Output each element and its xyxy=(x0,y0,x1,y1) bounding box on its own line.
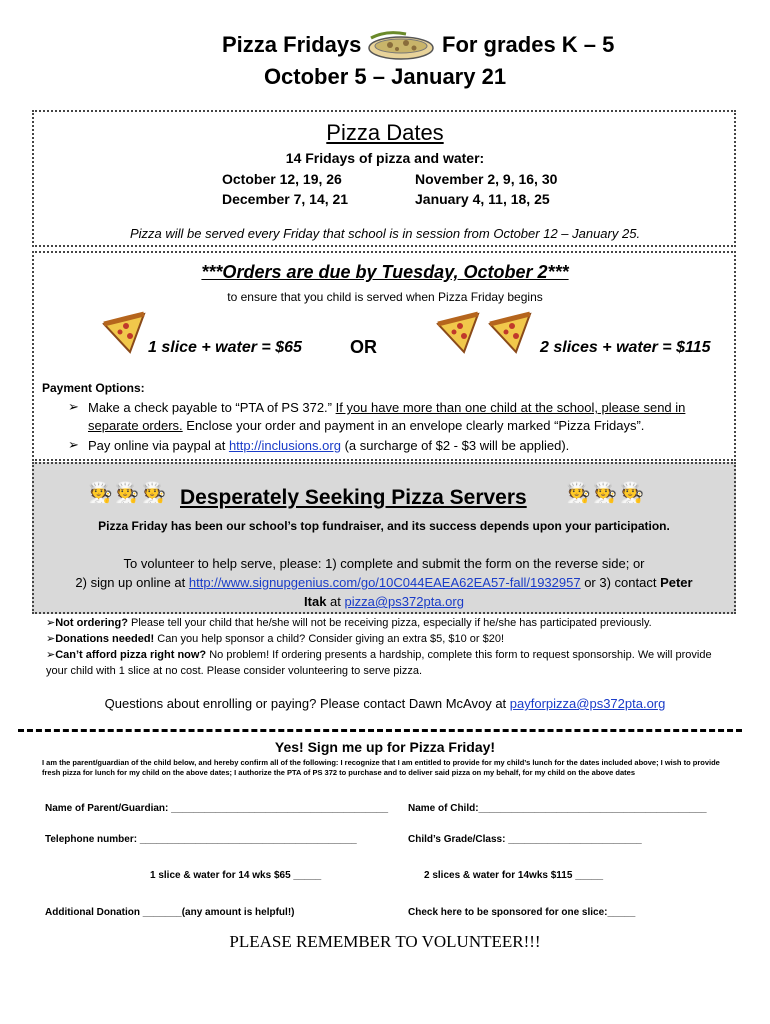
pizza-pie-icon xyxy=(366,28,436,64)
child-name-field[interactable]: Name of Child:_________________________________________ xyxy=(408,803,707,814)
form-heading: Yes! Sign me up for Pizza Friday! xyxy=(274,739,496,755)
paypal-text: Pay online via paypal at xyxy=(88,438,229,453)
grade-class-field[interactable]: Child’s Grade/Class: ________________________ xyxy=(408,834,642,845)
payforpizza-email-link[interactable]: payforpizza@ps372pta.org xyxy=(509,696,666,711)
not-ordering-text: Please tell your child that he/she will not be receiving pizza, especially if he/she has participated previously. xyxy=(127,617,652,629)
pizza-slice-icon xyxy=(486,310,534,354)
option-two-slices: 2 slices + water = $115 xyxy=(540,339,711,356)
volunteer-signup-text: 2) sign up online at xyxy=(75,575,189,590)
dates-november: November 2, 9, 16, 30 xyxy=(415,171,558,187)
envelope-note: Enclose your order and payment in an envelope clearly marked “Pizza Fridays”. xyxy=(182,418,645,433)
contact-text: or 3) contact xyxy=(580,575,661,590)
surcharge-text: (a surcharge of $2 - $3 will be applied). xyxy=(340,438,570,453)
signupgenius-link[interactable]: http://www.signupgenius.com/go/10C044EAEA62EA57-fall/1932957 xyxy=(188,575,581,590)
note-not-ordering: ➢Not ordering? Please tell your child that he/she will not be receiving pizza, especially if he/she has participated previously. xyxy=(46,617,652,629)
orders-due-sub: to ensure that you child is served when Pizza Friday begins xyxy=(227,290,543,304)
arrow-bullet-icon: ➢ xyxy=(68,437,79,452)
contact-email-link[interactable]: pizza@ps372pta.org xyxy=(344,594,464,609)
two-slices-option-field[interactable]: 2 slices & water for 14wks $115 _____ xyxy=(424,870,604,881)
servers-heading: Desperately Seeking Pizza Servers xyxy=(180,486,527,509)
questions-text: Questions about enrolling or paying? Please contact Dawn McAvoy at xyxy=(104,696,510,711)
donation-field[interactable]: Additional Donation _______(any amount is helpful!) xyxy=(45,907,295,918)
chef-icon: 🧑‍🍳🧑‍🍳🧑‍🍳 xyxy=(566,482,647,504)
consent-text: I am the parent/guardian of the child below, and hereby confirm all of the following: I recognize that I am entitled to provide for my child’s lunch for the dates included above; I wish to provide fresh pizza for lunch for my child on the above dates; I authorize the PTA of PS 372 to purchase and to deliver said pizza on my behalf, for my child on the above dates xyxy=(42,758,720,777)
parent-name-field[interactable]: Name of Parent/Guardian: _______________________________________ xyxy=(45,803,389,814)
dates-december: December 7, 14, 21 xyxy=(222,191,349,207)
volunteer-line2 xyxy=(32,575,736,590)
payment-option-paypal xyxy=(88,437,733,455)
pizza-slice-icon xyxy=(434,310,482,354)
dates-note: Pizza will be served every Friday that school is in session from October 12 – January 25. xyxy=(129,226,641,241)
dates-october: October 12, 19, 26 xyxy=(222,171,342,187)
pizza-dates-subheading: 14 Fridays of pizza and water: xyxy=(285,150,485,166)
option-one-slice: 1 slice + water = $65 xyxy=(148,339,302,356)
contact-at: at xyxy=(326,594,345,609)
orders-due: ***Orders are due by Tuesday, October 2*** xyxy=(201,262,569,282)
pizza-dates-heading: Pizza Dates xyxy=(326,120,444,145)
note-donations: ➢Donations needed! Can you help sponsor a child? Consider giving an extra $5, $10 or $20! xyxy=(46,633,505,645)
donations-label: Donations needed! xyxy=(55,633,155,645)
sponsor-field[interactable]: Check here to be sponsored for one slice:_____ xyxy=(408,907,636,918)
servers-sub: Pizza Friday has been our school’s top fundraiser, and its success depends upon your participation. xyxy=(98,519,670,533)
pizza-slice-icon xyxy=(100,310,148,354)
donations-text: Can you help sponsor a child? Consider giving an extra $5, $10 or $20! xyxy=(154,633,505,645)
telephone-field[interactable]: Telephone number: _______________________________________ xyxy=(45,834,357,845)
footer-volunteer: PLEASE REMEMBER TO VOLUNTEER!!! xyxy=(229,932,541,951)
volunteer-line1: To volunteer to help serve, please: 1) complete and submit the form on the reverse side; or xyxy=(123,556,645,571)
contact-first-name: Peter xyxy=(660,575,693,590)
dates-january: January 4, 11, 18, 25 xyxy=(415,191,550,207)
paypal-link[interactable]: http://inclusions.org xyxy=(228,438,341,453)
cut-line xyxy=(18,729,742,732)
contact-last-name: Itak xyxy=(304,594,327,609)
one-slice-option-field[interactable]: 1 slice & water for 14 wks $65 _____ xyxy=(150,870,322,881)
separate-orders-note: If you have more than one child at the school, please send in separate orders. xyxy=(88,400,686,433)
payment-option-check xyxy=(88,399,733,435)
not-ordering-label: Not ordering? xyxy=(55,617,128,629)
title-right: For grades K – 5 xyxy=(442,32,615,57)
afford-label: Can’t afford pizza right now? xyxy=(55,649,207,661)
afford-text: No problem! If ordering presents a hardship, complete this form to request sponsorship. We will provide your child with 1 slice at no cost. Please consider volunteering to serve pizza. xyxy=(46,649,712,677)
or-label: OR xyxy=(350,337,377,357)
questions-line xyxy=(0,696,770,711)
arrow-bullet-icon: ➢ xyxy=(68,399,79,414)
note-afford: ➢Can’t afford pizza right now? No problem! If ordering presents a hardship, complete this form to request sponsorship. We will provide your child with 1 slice at no cost. Please consider volunteering to serve pizza. xyxy=(46,649,712,677)
date-range: October 5 – January 21 xyxy=(263,64,507,89)
payment-check-text: Make a check payable to “PTA of PS 372.” xyxy=(88,400,336,415)
chef-icon: 🧑‍🍳🧑‍🍳🧑‍🍳 xyxy=(88,482,169,504)
title-left: Pizza Fridays xyxy=(222,32,362,57)
volunteer-line3 xyxy=(32,594,736,609)
payment-heading: Payment Options: xyxy=(42,381,145,395)
